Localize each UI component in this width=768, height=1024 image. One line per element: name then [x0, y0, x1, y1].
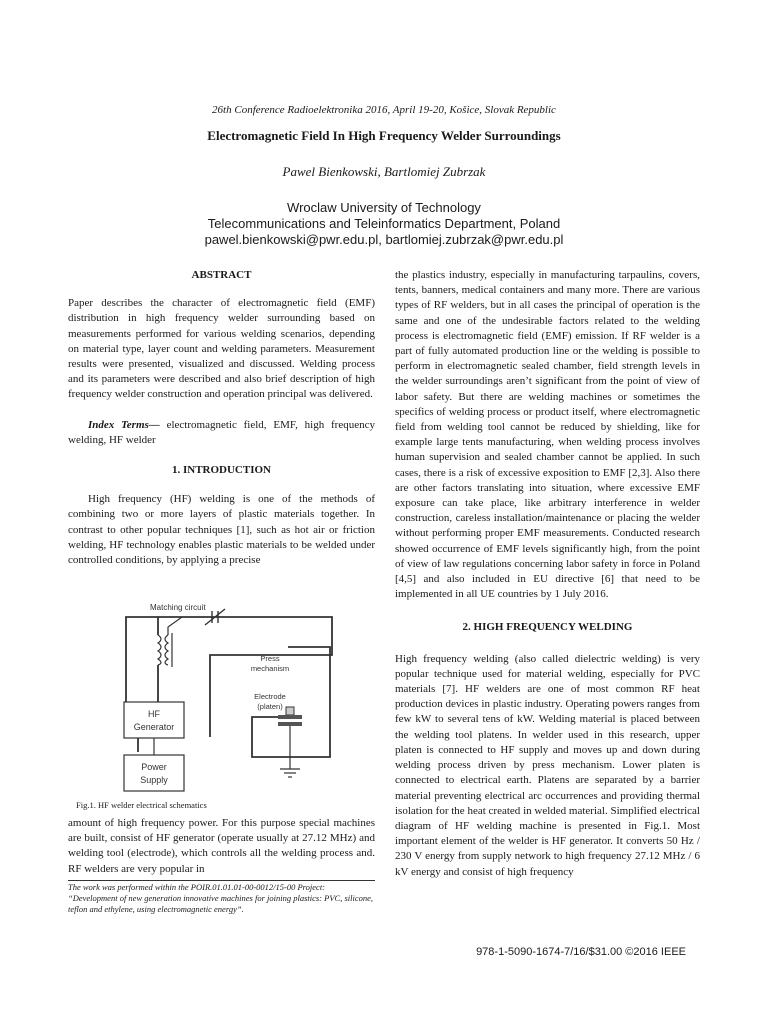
power-supply-box: [124, 755, 184, 791]
intro-paragraph-1: High frequency (HF) welding is one of the methods of combining two or more layers of plastic materials together. In contrast to other popular techniques [1], such as hot air or friction welding, HF technology enables plastic materials to be welded under controlled conditions, by applying a precise: [68, 493, 375, 567]
affiliation-block: [0, 200, 768, 248]
index-terms-text: electromagnetic field, EMF, high frequency welding, HF welder: [68, 418, 375, 446]
authors: Pawel Bienkowski, Bartlomiej Zubrzak: [282, 164, 486, 179]
transformer-coils: [158, 617, 182, 667]
hf-generator-box: [124, 702, 184, 738]
affiliation-department: Telecommunications and Teleinformatics Department, Poland: [207, 216, 561, 231]
conference-line: 26th Conference Radioelektronika 2016, April 19-20, Košice, Slovak Republic: [212, 104, 556, 116]
section2-paragraph: High frequency welding (also called dielectric welding) is very popular technique used for material welding, especially for PVC materials [7]. HF welders are one of most common RF heat production devices in plastic industry. Operating powers ranges from few kW to several tens of kW. Welding material is placed between the welding tool platens. In welder used in this research, upper platen is connected to HF supply and moves up and down during welding process driven by press mechanism. Lower platen is connected to electrical earth. Platens are separated by a barrier material preventing electrical arc occurrences and providing thermal isolation for the heat created in welded material. Simplified electrical diagram of HF welding machine is presented in Fig.1. Most important element of the welder is HF generator. It converts 50 Hz / 230 V energy from supply network to high frequency 27.12 MHz / 6 kV energy and consist of high frequency: [395, 652, 700, 878]
ground-icon: [280, 769, 300, 777]
author-emails: pawel.bienkowski@pwr.edu.pl, bartlomiej.zubrzak@pwr.edu.pl: [204, 232, 564, 247]
label-electrode-line2: (platen): [257, 702, 283, 711]
footnote-rule: [68, 880, 375, 881]
label-power: Power: [141, 762, 167, 772]
intro-paragraph-2: amount of high frequency power. For this purpose special machines are built, consist of HF generator (operate usually at 27.12 MHz) and welding tool (electrode), which controls all the welding process and. RF welders are very popular in: [68, 817, 375, 875]
upper-electrode: [286, 707, 294, 715]
paper-title: Electromagnetic Field In High Frequency Welder Surroundings: [207, 128, 561, 143]
index-terms: [68, 418, 375, 448]
left-column-lower: [68, 816, 375, 877]
right-column: [395, 268, 700, 880]
abstract-heading: ABSTRACT: [191, 269, 252, 281]
figure-caption: Fig.1. HF welder electrical schematics: [76, 800, 207, 810]
lower-platen: [278, 722, 302, 726]
upper-platen: [278, 715, 302, 719]
left-column: [68, 268, 375, 568]
label-press-line2: mechanism: [250, 664, 290, 673]
index-terms-label: Index Terms—: [88, 418, 160, 431]
label-supply: Supply: [140, 775, 168, 785]
label-press-line1: Press: [260, 654, 280, 663]
intro-heading: 1. INTRODUCTION: [171, 464, 271, 477]
affiliation-university: Wroclaw University of Technology: [287, 200, 481, 215]
right-paragraph-1: the plastics industry, especially in manufacturing tarpaulins, covers, tents, banners, medical containers and many more. There are various types of RF welders, but in all cases the principal of operation is the same and one of the undesirable factors related to the welding process is electromagnetic field (EMF) emission. If RF welder is a part of fully automated production line or the welding is possible to perform in electromagnetic sealed chamber, field strength levels in the welder surroundings aren’t significant from the point of view of labor safety. But there are welding machines or sometimes the specifics of welding process or product itself, where electromagnetic field from welding tool cannot be reduced by shielding, like for example large tents manufacturing, when welding process involves human supervision and sealed chamber cannot be applied. In such cases, there is a risk of excessive exposition to EMF [2,3]. Also there are other factors translating into situation, where excessive EMF exposure can take place, like arbitrary interference in welder construction, careless installation/maintenance or placing the welder without performing proper EMF measurements. Conducted research showed occurrence of EMF levels significantly high, from the point of view of law regulations concerning labor safety in force in Poland [4,5] and also included in EU directive [6] that need to be implemented in all UE countries by 1 July 2016.: [395, 269, 700, 601]
section2-heading: 2. HIGH FREQUENCY WELDING: [462, 621, 633, 634]
label-matching-circuit: Matching circuit: [150, 603, 206, 612]
abstract-text: Paper describes the character of electromagnetic field (EMF) distribution in high frequency welder surrounding based on measurements performed for various welding scenarios, depending on material type, layer count and welding parameters. Measurement results were presented, visualized and discussed. Welding process and its parameters were described and also brief description of high frequency welder construction and operation principal was delivered.: [68, 297, 375, 401]
isbn-line: 978-1-5090-1674-7/16/$31.00 ©2016 IEEE: [476, 946, 686, 958]
footnote: The work was performed within the POIR.01.01.01-00-0012/15-00 Project: “Development of new generation innovative machines for joining plastics: PVC, silicone, teflon and ethylene, using electromagnetic energy”.: [68, 882, 374, 914]
label-electrode-line1: Electrode: [254, 692, 286, 701]
label-generator: Generator: [133, 722, 175, 732]
label-hf: HF: [148, 709, 160, 719]
hf-welder-schematic: [110, 597, 350, 797]
